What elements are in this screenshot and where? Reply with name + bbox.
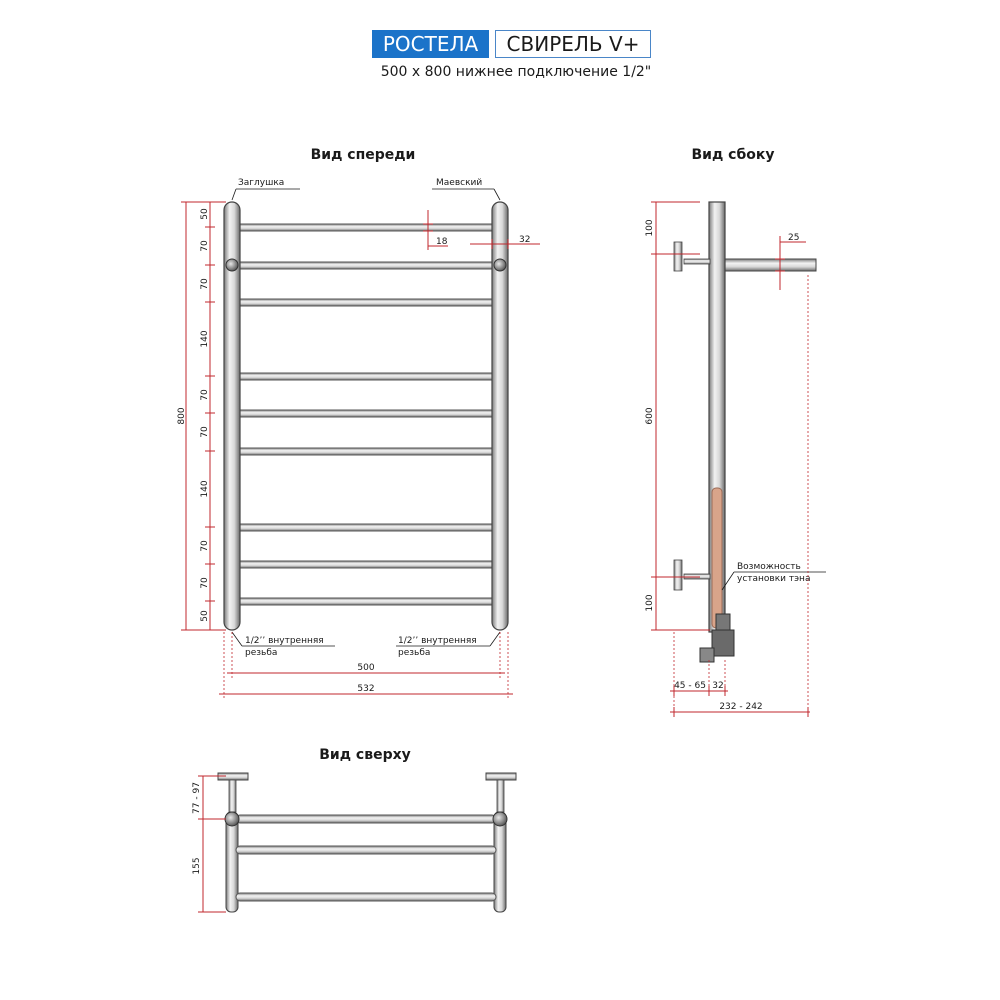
dim-segment: 70 (200, 540, 210, 552)
front-view (177, 147, 540, 698)
left-riser-section (225, 812, 239, 826)
heater-note-line1: Возможность (737, 562, 801, 572)
dim-top-depth: 155 (192, 857, 202, 875)
mayevsky-label: Маевский (436, 178, 483, 188)
thread-right-line2: резьба (398, 648, 431, 658)
plug-label: Заглушка (238, 178, 285, 188)
top-rung (236, 815, 496, 823)
dim-width-inner: 500 (357, 663, 375, 673)
top-view-title: Вид сверху (319, 747, 411, 763)
dim-side-depth: 232 - 242 (719, 702, 763, 712)
dim-total-height: 800 (177, 407, 187, 425)
thread-left-line2: резьба (245, 648, 278, 658)
brand-logo: РОСТЕЛА (372, 30, 489, 58)
left-mount-arm (229, 780, 236, 812)
dim-segment: 70 (200, 389, 210, 401)
top-view (192, 747, 516, 912)
dim-segment: 70 (200, 278, 210, 290)
dim-rung-diameter: 18 (436, 237, 448, 247)
rung (234, 410, 498, 417)
mayevsky-valve (494, 259, 506, 271)
dim-side-tube: 32 (712, 681, 724, 691)
rung (234, 299, 498, 306)
thread-right-line1: 1/2’’ внутренняя (398, 636, 477, 646)
side-view-title: Вид сбоку (691, 147, 775, 163)
rung (234, 373, 498, 380)
right-wall-plate (486, 773, 516, 780)
side-view (645, 147, 826, 717)
dim-side-middle: 600 (645, 407, 655, 425)
rung (234, 598, 498, 605)
right-mount-arm (497, 780, 504, 812)
upper-mount-arm (684, 259, 710, 264)
dim-side-rung-diameter: 25 (788, 233, 800, 243)
front-view-title: Вид спереди (310, 147, 416, 163)
heater-element (712, 488, 722, 628)
top-rung (236, 893, 496, 901)
dim-side-offset: 45 - 65 (674, 681, 706, 691)
dim-side-top: 100 (645, 219, 655, 237)
dim-tube-diameter: 32 (519, 235, 531, 245)
dim-segment: 140 (200, 480, 210, 498)
dim-segment: 140 (200, 330, 210, 348)
rung (234, 262, 498, 269)
top-rung (236, 846, 496, 854)
heater-note-line2: установки тэна (737, 574, 811, 584)
dim-side-bottom: 100 (645, 594, 655, 612)
heater-plug (700, 648, 714, 662)
product-subtitle: 500 x 800 нижнее подключение 1/2" (380, 64, 652, 80)
dim-segment: 70 (200, 426, 210, 438)
heater-head (712, 630, 734, 656)
rung (234, 561, 498, 568)
right-riser-section (493, 812, 507, 826)
side-rung (720, 259, 816, 271)
plug-cap (226, 259, 238, 271)
dim-segment: 50 (200, 208, 210, 220)
bottom-fitting (716, 614, 730, 630)
rung (234, 448, 498, 455)
front-rungs (234, 224, 498, 605)
dim-segment: 70 (200, 577, 210, 589)
model-name: СВИРЕЛЬ V+ (495, 30, 651, 58)
dim-width-outer: 532 (357, 684, 375, 694)
rung (234, 524, 498, 531)
upper-wall-flange (674, 242, 682, 271)
dim-top-mount: 77 - 97 (192, 782, 202, 814)
dim-segment: 70 (200, 240, 210, 252)
lower-wall-flange (674, 560, 682, 590)
rung (234, 224, 498, 231)
thread-left-line1: 1/2’’ внутренняя (245, 636, 324, 646)
dim-segment: 50 (200, 610, 210, 622)
